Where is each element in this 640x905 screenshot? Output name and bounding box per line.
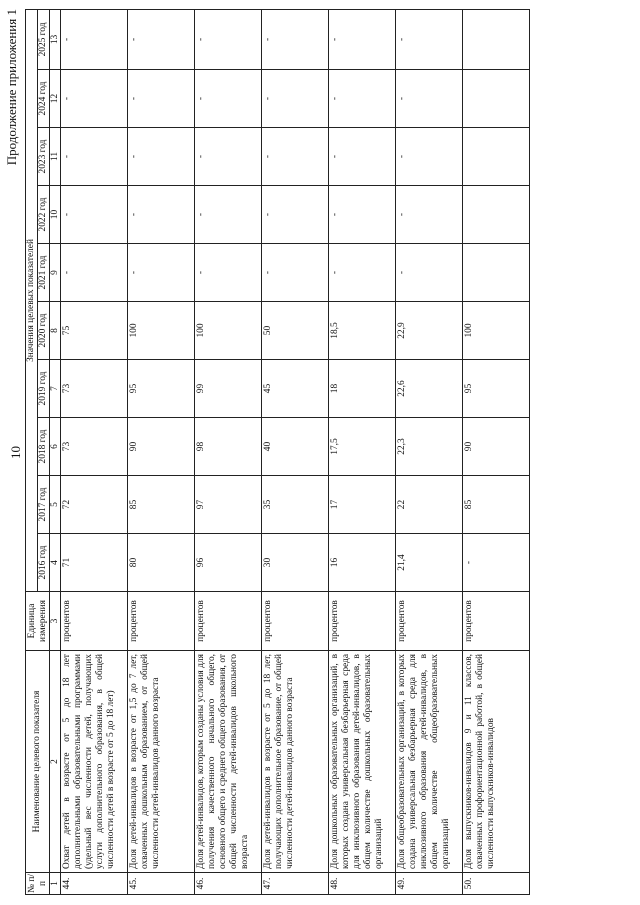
unit-cell: процентов <box>329 592 396 651</box>
target-indicators-table <box>25 9 530 895</box>
value-cell: - <box>61 9 128 69</box>
value-cell: 100 <box>128 302 195 360</box>
table-row <box>195 9 262 894</box>
value-cell: 21,4 <box>396 534 463 592</box>
column-index: 5 <box>50 476 61 534</box>
value-cell: - <box>396 186 463 244</box>
value-cell: 90 <box>463 418 530 476</box>
row-number: 46. <box>195 873 262 895</box>
value-cell: - <box>128 70 195 128</box>
column-index: 13 <box>50 9 61 69</box>
column-index-row <box>50 9 61 894</box>
value-cell: 40 <box>262 418 329 476</box>
value-cell: - <box>61 70 128 128</box>
header-unit: Единица измерения <box>26 592 50 651</box>
table-row <box>61 9 128 894</box>
header-name: Наименование целевого показателя <box>26 651 50 873</box>
value-cell: 17 <box>329 476 396 534</box>
value-cell: 30 <box>262 534 329 592</box>
value-cell: 22,9 <box>396 302 463 360</box>
value-cell: - <box>128 244 195 302</box>
value-cell: - <box>329 244 396 302</box>
value-cell: - <box>128 9 195 69</box>
unit-cell: процентов <box>262 592 329 651</box>
value-cell <box>463 244 530 302</box>
value-cell: - <box>195 70 262 128</box>
value-cell: - <box>262 186 329 244</box>
value-cell: 45 <box>262 360 329 418</box>
value-cell: - <box>61 128 128 186</box>
unit-cell: процентов <box>195 592 262 651</box>
indicator-name: Доля детей-инвалидов, которым созданы условия для получения качественного начального общего, основного общего и среднего общего образования, от общей численности детей-инвалидов школьного возраста <box>195 651 262 873</box>
header-year: 2019 год <box>38 360 50 418</box>
value-cell: - <box>396 70 463 128</box>
column-index: 2 <box>50 651 61 873</box>
column-index: 12 <box>50 70 61 128</box>
value-cell: 35 <box>262 476 329 534</box>
unit-cell: процентов <box>396 592 463 651</box>
indicator-name: Доля общеобразовательных организаций, в которых создана универсальная безбарьерная среда для инклюзивного образования детей-инвалидов, в общем количестве общеобразовательных организаций <box>396 651 463 873</box>
table-row <box>329 9 396 894</box>
value-cell <box>463 128 530 186</box>
value-cell: 16 <box>329 534 396 592</box>
header-values-group: Значения целевых показателей <box>26 9 38 591</box>
value-cell: 18 <box>329 360 396 418</box>
value-cell: - <box>396 244 463 302</box>
value-cell: 17,5 <box>329 418 396 476</box>
value-cell <box>463 9 530 69</box>
header-year: 2017 год <box>38 476 50 534</box>
column-index: 10 <box>50 186 61 244</box>
header-year: 2020 год <box>38 302 50 360</box>
value-cell: 72 <box>61 476 128 534</box>
value-cell: 22 <box>396 476 463 534</box>
row-number: 50. <box>463 873 530 895</box>
header-year: 2022 год <box>38 186 50 244</box>
value-cell: 22,3 <box>396 418 463 476</box>
unit-cell: процентов <box>61 592 128 651</box>
value-cell: 98 <box>195 418 262 476</box>
value-cell: - <box>128 186 195 244</box>
unit-cell: процентов <box>128 592 195 651</box>
indicator-name: Охват детей в возрасте от 5 до 18 лет дополнительными образовательными программами (удельный вес численности детей, получающих услуги дополнительного образования, в общей численности детей в возрасте от 5 до 18 лет) <box>61 651 128 873</box>
table-row <box>128 9 195 894</box>
column-index: 7 <box>50 360 61 418</box>
value-cell: - <box>195 9 262 69</box>
header-year: 2016 год <box>38 534 50 592</box>
row-number: 47. <box>262 873 329 895</box>
value-cell: - <box>195 186 262 244</box>
table-row <box>396 9 463 894</box>
value-cell: 100 <box>463 302 530 360</box>
value-cell: 99 <box>195 360 262 418</box>
column-index: 9 <box>50 244 61 302</box>
value-cell: 100 <box>195 302 262 360</box>
value-cell: 71 <box>61 534 128 592</box>
indicator-name: Доля детей-инвалидов в возрасте от 5 до 18 лет, получающих дополнительное образование, от общей численности детей-инвалидов данного возраста <box>262 651 329 873</box>
value-cell: 80 <box>128 534 195 592</box>
table-row <box>463 9 530 894</box>
value-cell: 96 <box>195 534 262 592</box>
value-cell: - <box>329 128 396 186</box>
indicator-name: Доля детей-инвалидов в возрасте от 1,5 до 7 лет, охваченных дошкольным образованием, от общей численности детей-инвалидов данного возраста <box>128 651 195 873</box>
column-index: 8 <box>50 302 61 360</box>
value-cell: 97 <box>195 476 262 534</box>
column-index: 11 <box>50 128 61 186</box>
page-number: 10 <box>8 446 23 459</box>
value-cell: - <box>262 9 329 69</box>
value-cell: - <box>262 128 329 186</box>
value-cell: - <box>262 70 329 128</box>
value-cell: 75 <box>61 302 128 360</box>
value-cell: 95 <box>128 360 195 418</box>
value-cell: - <box>329 9 396 69</box>
value-cell: - <box>463 534 530 592</box>
row-number: 49. <box>396 873 463 895</box>
column-index: 1 <box>50 873 61 895</box>
row-number: 45. <box>128 873 195 895</box>
value-cell: 22,6 <box>396 360 463 418</box>
header-num: № п/п <box>26 874 48 893</box>
value-cell <box>463 186 530 244</box>
value-cell: 90 <box>128 418 195 476</box>
indicator-name: Доля дошкольных образовательных организаций, в которых создана универсальная безбарьерная среда для инклюзивного образования детей-инвалидов, в общем количестве дошкольных образовательных организаций <box>329 651 396 873</box>
column-index: 4 <box>50 534 61 592</box>
header-year: 2025 год <box>38 9 50 69</box>
continuation-note: Продолжение приложения 1 <box>4 9 19 166</box>
value-cell: - <box>61 244 128 302</box>
header-year: 2024 год <box>38 70 50 128</box>
value-cell <box>463 70 530 128</box>
value-cell: - <box>195 128 262 186</box>
value-cell: - <box>396 128 463 186</box>
value-cell: 18,5 <box>329 302 396 360</box>
value-cell: - <box>329 186 396 244</box>
table-row <box>262 9 329 894</box>
row-number: 44. <box>61 873 128 895</box>
value-cell: - <box>329 70 396 128</box>
indicator-name: Доля выпускников-инвалидов 9 и 11 классов, охваченных профориентационной работой, в общей численности выпускников-инвалидов <box>463 651 530 873</box>
value-cell: 85 <box>128 476 195 534</box>
value-cell: - <box>128 128 195 186</box>
header-year: 2023 год <box>38 128 50 186</box>
value-cell: - <box>61 186 128 244</box>
value-cell: 85 <box>463 476 530 534</box>
value-cell: - <box>396 9 463 69</box>
value-cell: 50 <box>262 302 329 360</box>
column-index: 3 <box>50 592 61 651</box>
value-cell: - <box>262 244 329 302</box>
value-cell: 95 <box>463 360 530 418</box>
unit-cell: процентов <box>463 592 530 651</box>
value-cell: 73 <box>61 418 128 476</box>
row-number: 48. <box>329 873 396 895</box>
header-year: 2021 год <box>38 244 50 302</box>
header-year: 2018 год <box>38 418 50 476</box>
value-cell: 73 <box>61 360 128 418</box>
value-cell: - <box>195 244 262 302</box>
column-index: 6 <box>50 418 61 476</box>
